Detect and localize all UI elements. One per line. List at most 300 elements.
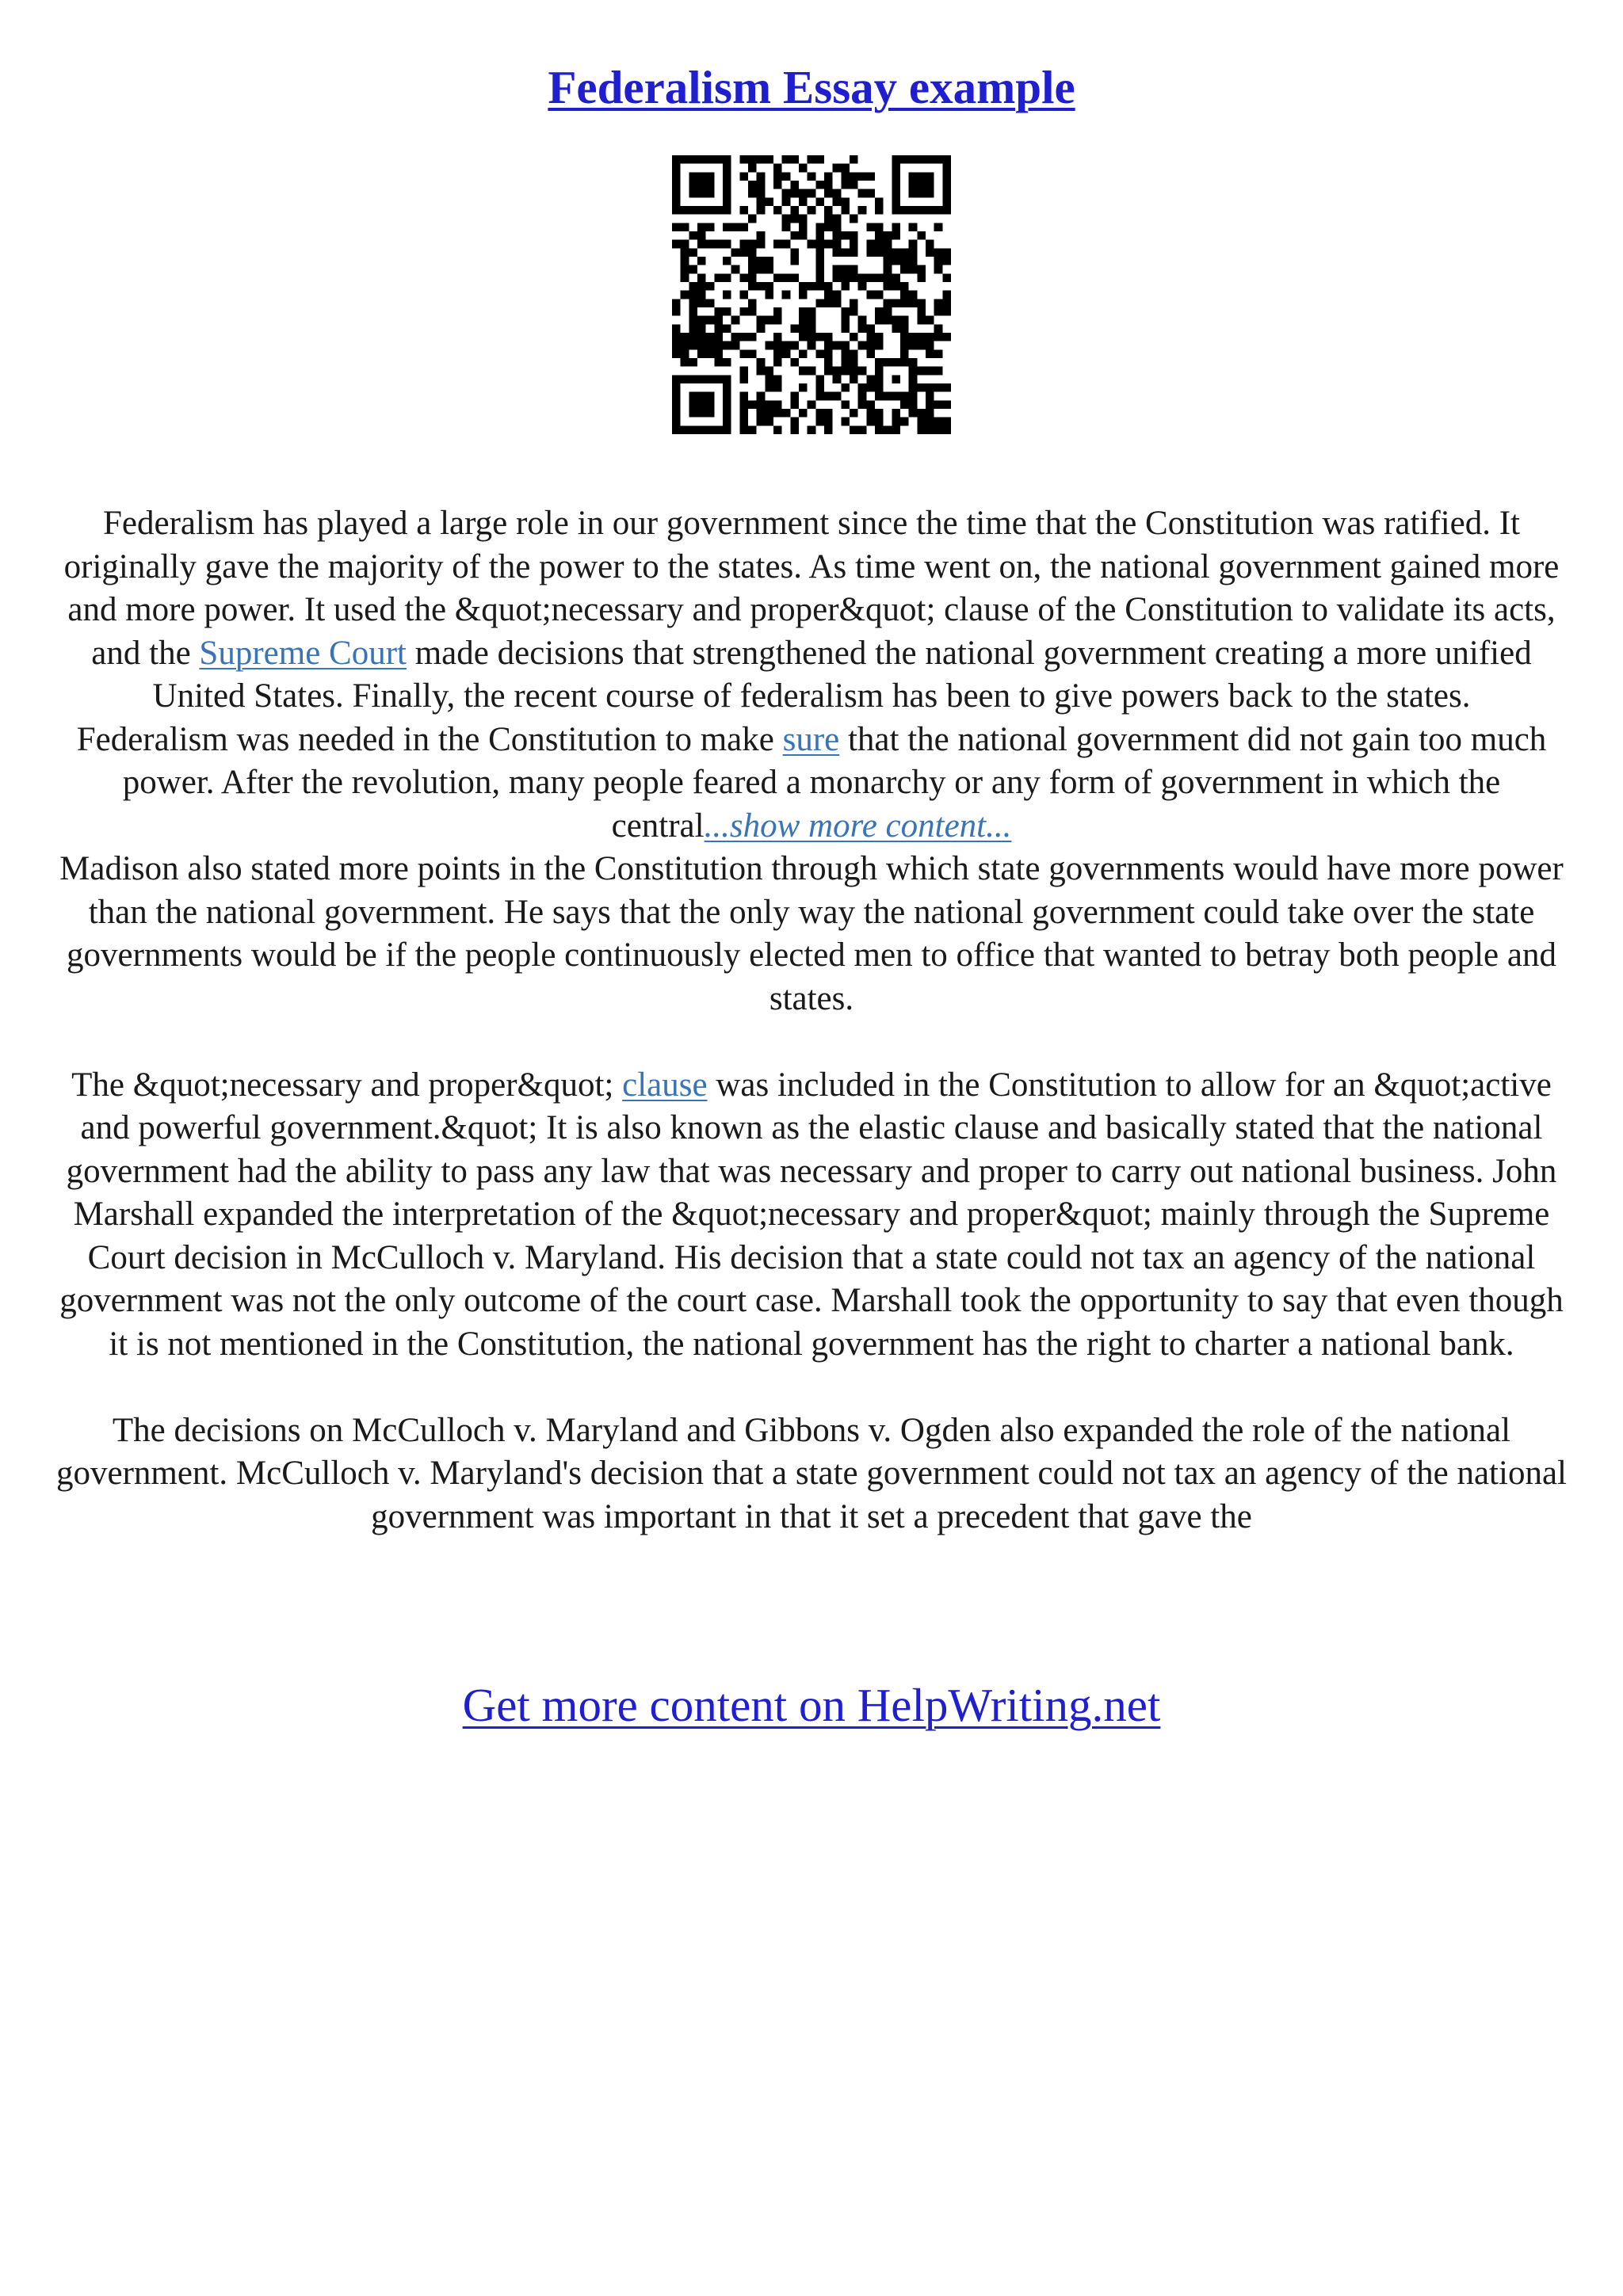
qr-module bbox=[739, 409, 748, 418]
qr-module bbox=[841, 316, 850, 325]
qr-module bbox=[841, 164, 850, 173]
qr-module bbox=[900, 248, 909, 257]
qr-module bbox=[672, 155, 681, 164]
qr-module bbox=[892, 282, 900, 291]
qr-module bbox=[757, 358, 766, 367]
qr-module bbox=[748, 299, 757, 307]
qr-module bbox=[909, 172, 918, 181]
qr-module bbox=[689, 265, 697, 274]
qr-module bbox=[748, 164, 757, 173]
qr-module bbox=[815, 409, 824, 418]
qr-module bbox=[748, 425, 757, 434]
qr-module bbox=[841, 273, 850, 282]
qr-module bbox=[858, 324, 867, 333]
qr-module bbox=[697, 273, 706, 282]
qr-module bbox=[799, 197, 808, 206]
qr-module bbox=[706, 375, 715, 383]
qr-module bbox=[892, 299, 900, 307]
paragraph-text: Madison also stated more points in the Constitution through which state governments would have more power than the national government. He says that the only way the national government could take over the state governments would be if the people continuously elected men to office that wanted to betray both people and states. bbox=[59, 850, 1564, 1017]
qr-module bbox=[833, 197, 842, 206]
qr-module bbox=[672, 392, 681, 401]
qr-module bbox=[773, 383, 782, 392]
title-link[interactable]: Federalism Essay example bbox=[548, 61, 1075, 113]
qr-module bbox=[850, 240, 858, 249]
helpwriting-link[interactable]: Get more content on HelpWriting.net bbox=[462, 1679, 1161, 1731]
qr-module bbox=[782, 240, 791, 249]
qr-module bbox=[850, 367, 858, 376]
qr-module bbox=[799, 333, 808, 341]
qr-module bbox=[909, 333, 918, 341]
qr-module bbox=[833, 231, 842, 240]
qr-module bbox=[909, 392, 918, 401]
clause-link[interactable]: clause bbox=[622, 1066, 708, 1104]
qr-module bbox=[942, 291, 951, 299]
qr-module bbox=[739, 273, 748, 282]
qr-module bbox=[697, 316, 706, 325]
qr-module bbox=[799, 367, 808, 376]
qr-module bbox=[892, 223, 900, 231]
qr-module bbox=[934, 248, 943, 257]
qr-module bbox=[917, 172, 926, 181]
qr-module bbox=[875, 206, 884, 215]
qr-module bbox=[824, 425, 833, 434]
qr-module bbox=[841, 181, 850, 189]
qr-module bbox=[934, 307, 943, 316]
qr-module bbox=[790, 273, 799, 282]
qr-module bbox=[875, 223, 884, 231]
qr-module bbox=[875, 240, 884, 249]
qr-module bbox=[714, 425, 723, 434]
qr-module bbox=[799, 307, 808, 316]
qr-module bbox=[892, 257, 900, 265]
qr-module bbox=[815, 248, 824, 257]
qr-module bbox=[672, 400, 681, 409]
qr-module bbox=[748, 257, 757, 265]
qr-module bbox=[875, 409, 884, 418]
qr-module bbox=[833, 299, 842, 307]
qr-module bbox=[892, 273, 900, 282]
qr-module bbox=[884, 231, 892, 240]
qr-module bbox=[866, 172, 875, 181]
qr-module bbox=[833, 223, 842, 231]
qr-module bbox=[731, 341, 740, 350]
qr-module bbox=[942, 257, 951, 265]
qr-module bbox=[909, 257, 918, 265]
qr-module bbox=[841, 400, 850, 409]
qr-module bbox=[773, 172, 782, 181]
qr-module bbox=[892, 172, 900, 181]
qr-module bbox=[739, 400, 748, 409]
qr-module bbox=[672, 189, 681, 198]
qr-module bbox=[934, 333, 943, 341]
qr-module bbox=[790, 206, 799, 215]
qr-module bbox=[858, 392, 867, 401]
qr-module bbox=[917, 333, 926, 341]
qr-module bbox=[782, 223, 791, 231]
qr-module bbox=[909, 240, 918, 249]
qr-module bbox=[824, 299, 833, 307]
qr-module bbox=[824, 282, 833, 291]
qr-module bbox=[934, 418, 943, 426]
qr-module bbox=[706, 400, 715, 409]
qr-module bbox=[739, 333, 748, 341]
qr-module bbox=[833, 392, 842, 401]
qr-module bbox=[926, 189, 934, 198]
qr-module bbox=[824, 189, 833, 198]
qr-module bbox=[782, 291, 791, 299]
qr-module bbox=[706, 392, 715, 401]
qr-module bbox=[672, 333, 681, 341]
qr-module bbox=[850, 307, 858, 316]
qr-module bbox=[926, 400, 934, 409]
qr-module bbox=[706, 282, 715, 291]
qr-module bbox=[689, 291, 697, 299]
qr-module bbox=[926, 409, 934, 418]
qr-module bbox=[850, 248, 858, 257]
qr-module bbox=[926, 425, 934, 434]
qr-module bbox=[866, 400, 875, 409]
qr-module bbox=[689, 358, 697, 367]
qr-module bbox=[757, 400, 766, 409]
qr-module bbox=[917, 231, 926, 240]
qr-module bbox=[739, 307, 748, 316]
qr-module bbox=[942, 307, 951, 316]
qr-module bbox=[697, 400, 706, 409]
qr-module bbox=[739, 392, 748, 401]
qr-module bbox=[866, 409, 875, 418]
qr-module bbox=[884, 316, 892, 325]
qr-module bbox=[765, 400, 773, 409]
qr-module bbox=[934, 265, 943, 274]
qr-module bbox=[942, 333, 951, 341]
qr-module bbox=[697, 257, 706, 265]
qr-module bbox=[833, 341, 842, 350]
qr-module bbox=[689, 341, 697, 350]
qr-module bbox=[926, 349, 934, 358]
qr-module bbox=[917, 181, 926, 189]
qr-module bbox=[765, 418, 773, 426]
qr-module bbox=[841, 248, 850, 257]
qr-module bbox=[748, 189, 757, 198]
qr-module bbox=[866, 324, 875, 333]
qr-module bbox=[706, 223, 715, 231]
qr-module bbox=[815, 231, 824, 240]
qr-module bbox=[765, 265, 773, 274]
paragraph-text: made decisions that strengthened the national government creating a more unified United States. Finally, the recent course of federalism has been to give powers back to the states. bbox=[152, 634, 1532, 715]
qr-module bbox=[808, 367, 816, 376]
qr-module bbox=[714, 333, 723, 341]
qr-module bbox=[689, 282, 697, 291]
qr-module bbox=[689, 409, 697, 418]
qr-module bbox=[934, 223, 943, 231]
qr-module bbox=[723, 392, 731, 401]
qr-module bbox=[909, 181, 918, 189]
qr-module bbox=[926, 155, 934, 164]
qr-module bbox=[926, 383, 934, 392]
qr-module bbox=[697, 231, 706, 240]
qr-module bbox=[909, 341, 918, 350]
qr-module bbox=[833, 189, 842, 198]
qr-module bbox=[782, 189, 791, 198]
qr-module bbox=[900, 349, 909, 358]
qr-module bbox=[706, 155, 715, 164]
qr-module bbox=[757, 206, 766, 215]
qr-module bbox=[773, 307, 782, 316]
qr-module bbox=[723, 341, 731, 350]
qr-module bbox=[815, 392, 824, 401]
qr-module bbox=[697, 155, 706, 164]
qr-module bbox=[942, 418, 951, 426]
qr-module bbox=[765, 291, 773, 299]
qr-module bbox=[833, 248, 842, 257]
qr-module bbox=[748, 248, 757, 257]
qr-module bbox=[892, 164, 900, 173]
qr-module bbox=[689, 333, 697, 341]
qr-module bbox=[942, 164, 951, 173]
qr-module bbox=[926, 172, 934, 181]
qr-module bbox=[790, 400, 799, 409]
qr-module bbox=[790, 324, 799, 333]
qr-module bbox=[672, 383, 681, 392]
qr-module bbox=[723, 257, 731, 265]
qr-module bbox=[833, 240, 842, 249]
qr-module bbox=[757, 265, 766, 274]
qr-module bbox=[765, 282, 773, 291]
qr-module bbox=[942, 172, 951, 181]
qr-module bbox=[934, 383, 943, 392]
qr-module bbox=[706, 172, 715, 181]
qr-module bbox=[739, 425, 748, 434]
qr-module bbox=[850, 299, 858, 307]
qr-module bbox=[850, 172, 858, 181]
qr-module bbox=[942, 206, 951, 215]
qr-module bbox=[808, 172, 816, 181]
qr-module bbox=[884, 257, 892, 265]
qr-module bbox=[900, 265, 909, 274]
qr-module bbox=[884, 358, 892, 367]
paragraph-text: Federalism has played a large role in our government since the time that the Constitution was ratified. It originally gave the majority of the power to the states. As time went on, the national government gained more and more power. It used the &quot;necessary and proper&quot; clause of the Constitution to validate its acts, and the bbox=[63, 505, 1560, 672]
qr-module bbox=[824, 418, 833, 426]
qr-module bbox=[773, 164, 782, 173]
qr-module bbox=[917, 367, 926, 376]
qr-module bbox=[799, 383, 808, 392]
qr-module bbox=[815, 240, 824, 249]
qr-module bbox=[866, 291, 875, 299]
qr-module bbox=[714, 375, 723, 383]
qr-module bbox=[689, 231, 697, 240]
qr-module bbox=[739, 291, 748, 299]
qr-module bbox=[714, 316, 723, 325]
qr-module bbox=[875, 358, 884, 367]
qr-module bbox=[672, 375, 681, 383]
qr-module bbox=[833, 367, 842, 376]
qr-module bbox=[782, 155, 791, 164]
qr-module bbox=[866, 333, 875, 341]
qr-module bbox=[681, 155, 689, 164]
qr-module bbox=[723, 240, 731, 249]
qr-module bbox=[739, 375, 748, 383]
qr-module bbox=[782, 273, 791, 282]
show-more-link[interactable]: ...show more content... bbox=[704, 807, 1012, 845]
qr-module bbox=[850, 181, 858, 189]
qr-module bbox=[697, 299, 706, 307]
qr-module bbox=[790, 418, 799, 426]
qr-module bbox=[697, 240, 706, 249]
qr-module bbox=[909, 155, 918, 164]
qr-module bbox=[875, 341, 884, 350]
qr-module bbox=[900, 324, 909, 333]
qr-module bbox=[841, 172, 850, 181]
qr-module bbox=[884, 240, 892, 249]
qr-module bbox=[808, 240, 816, 249]
qr-module bbox=[706, 181, 715, 189]
supreme-court-link[interactable]: Supreme Court bbox=[199, 634, 407, 672]
qr-module bbox=[714, 324, 723, 333]
qr-module bbox=[841, 231, 850, 240]
qr-module bbox=[909, 223, 918, 231]
essay-paragraph-1 bbox=[48, 502, 1575, 719]
qr-module bbox=[900, 291, 909, 299]
qr-module bbox=[892, 418, 900, 426]
qr-module bbox=[757, 231, 766, 240]
qr-module bbox=[850, 231, 858, 240]
qr-module bbox=[731, 316, 740, 325]
qr-module bbox=[858, 172, 867, 181]
qr-module bbox=[850, 425, 858, 434]
qr-module bbox=[917, 265, 926, 274]
qr-module bbox=[723, 383, 731, 392]
qr-module bbox=[926, 367, 934, 376]
qr-module bbox=[697, 341, 706, 350]
qr-module bbox=[841, 324, 850, 333]
qr-module bbox=[824, 409, 833, 418]
qr-module bbox=[773, 333, 782, 341]
qr-module bbox=[748, 400, 757, 409]
qr-module bbox=[808, 282, 816, 291]
qr-module bbox=[757, 409, 766, 418]
qr-module bbox=[850, 265, 858, 274]
qr-module bbox=[790, 189, 799, 198]
qr-module bbox=[765, 155, 773, 164]
qr-module bbox=[850, 358, 858, 367]
qr-module bbox=[689, 425, 697, 434]
qr-module bbox=[799, 215, 808, 223]
qr-module bbox=[875, 307, 884, 316]
qr-module bbox=[757, 181, 766, 189]
qr-module bbox=[714, 307, 723, 316]
qr-module bbox=[748, 307, 757, 316]
qr-module bbox=[773, 425, 782, 434]
qr-module bbox=[815, 418, 824, 426]
qr-module bbox=[799, 282, 808, 291]
qr-module bbox=[841, 358, 850, 367]
qr-module bbox=[808, 324, 816, 333]
qr-module bbox=[892, 324, 900, 333]
sure-link[interactable]: sure bbox=[782, 720, 840, 758]
qr-module bbox=[900, 392, 909, 401]
qr-module bbox=[875, 375, 884, 383]
qr-module bbox=[723, 375, 731, 383]
qr-module bbox=[850, 215, 858, 223]
qr-module bbox=[875, 425, 884, 434]
paragraph-text: The decisions on McCulloch v. Maryland and Gibbons v. Ogden also expanded the role of the national government. McCulloch v. Maryland's decision that a state government could not tax an agency of the national government was important in that it set a precedent that gave the bbox=[56, 1411, 1567, 1535]
qr-module bbox=[926, 418, 934, 426]
qr-module bbox=[790, 215, 799, 223]
qr-module bbox=[723, 164, 731, 173]
qr-module bbox=[765, 409, 773, 418]
qr-module bbox=[681, 358, 689, 367]
qr-module bbox=[942, 425, 951, 434]
qr-module bbox=[934, 206, 943, 215]
qr-module bbox=[900, 418, 909, 426]
qr-module bbox=[942, 248, 951, 257]
qr-module bbox=[681, 257, 689, 265]
paragraph-text: Federalism was needed in the Constitution to make bbox=[76, 720, 783, 758]
qr-module bbox=[723, 189, 731, 198]
qr-module bbox=[866, 240, 875, 249]
qr-module bbox=[714, 273, 723, 282]
qr-module bbox=[790, 257, 799, 265]
qr-module bbox=[815, 375, 824, 383]
qr-module bbox=[689, 155, 697, 164]
qr-module bbox=[757, 392, 766, 401]
qr-module bbox=[723, 409, 731, 418]
qr-module bbox=[917, 316, 926, 325]
qr-module bbox=[765, 316, 773, 325]
qr-module bbox=[875, 197, 884, 206]
qr-module bbox=[934, 299, 943, 307]
qr-module bbox=[757, 282, 766, 291]
qr-module bbox=[681, 375, 689, 383]
page-title bbox=[0, 55, 1623, 119]
qr-module bbox=[697, 282, 706, 291]
qr-module bbox=[942, 383, 951, 392]
qr-module bbox=[681, 223, 689, 231]
qr-module bbox=[900, 316, 909, 325]
qr-module bbox=[808, 341, 816, 350]
qr-module bbox=[866, 248, 875, 257]
qr-module bbox=[714, 240, 723, 249]
qr-module bbox=[697, 409, 706, 418]
qr-module bbox=[697, 181, 706, 189]
qr-module bbox=[681, 265, 689, 274]
qr-module bbox=[942, 273, 951, 282]
qr-module bbox=[850, 409, 858, 418]
qr-module bbox=[833, 273, 842, 282]
qr-module bbox=[723, 324, 731, 333]
qr-module bbox=[706, 333, 715, 341]
qr-module bbox=[723, 358, 731, 367]
qr-module bbox=[866, 273, 875, 282]
qr-module bbox=[790, 392, 799, 401]
qr-module bbox=[909, 400, 918, 409]
qr-module bbox=[841, 367, 850, 376]
qr-module bbox=[782, 172, 791, 181]
qr-module bbox=[782, 349, 791, 358]
qr-module bbox=[942, 299, 951, 307]
qr-module bbox=[697, 349, 706, 358]
qr-module bbox=[714, 358, 723, 367]
qr-module bbox=[892, 197, 900, 206]
qr-module bbox=[833, 215, 842, 223]
qr-module bbox=[773, 358, 782, 367]
qr-module bbox=[723, 400, 731, 409]
qr-module bbox=[858, 316, 867, 325]
qr-module bbox=[866, 189, 875, 198]
qr-module bbox=[841, 418, 850, 426]
qr-module bbox=[790, 248, 799, 257]
qr-module bbox=[815, 333, 824, 341]
